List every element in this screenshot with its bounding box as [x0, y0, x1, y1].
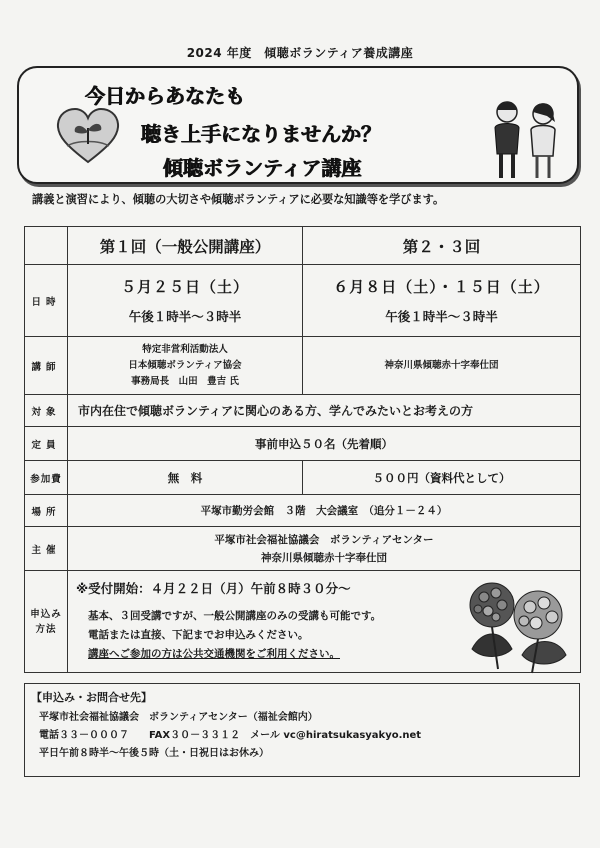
session-2-3-datetime: [303, 265, 581, 337]
apply-note-1: 基本、３回受講ですが、一般公開講座のみの受講も可能です。: [88, 610, 382, 622]
session-2-3-time: 午後１時半～３時半: [385, 309, 498, 324]
session-1-header: 第１回（一般公開講座）: [68, 227, 303, 265]
banner-line-3: 傾聴ボランティア講座: [163, 156, 362, 180]
contact-org: 平塚市社会福祉協議会 ボランティアセンター（福祉会館内）: [39, 712, 318, 723]
session-1-lecturer: [68, 337, 303, 395]
target-value: 市内在住で傾聴ボランティアに関心のある方、学んでみたいとお考えの方: [68, 395, 581, 427]
lecturer-org: 日本傾聴ボランティア協会: [128, 359, 242, 371]
apply-note-3: 講座へご参加の方は公共交通機関をご利用ください。: [88, 648, 340, 660]
heart-plant-icon: [55, 106, 121, 166]
session-1-date: ５月２５日（土）: [120, 278, 249, 296]
place-row: [25, 495, 581, 527]
session-2-3-date: ６月８日（土）・１５日（土）: [333, 278, 550, 296]
contact-phone: 電話３３－０００７ FAX３０－３３１２ メール vc@hiratsukasyakyo.net: [39, 730, 422, 741]
contact-box: [24, 683, 580, 777]
apply-value: [68, 571, 581, 673]
apply-notes: [88, 607, 381, 664]
datetime-label: 日時: [25, 265, 68, 337]
apply-label-line-2: 方法: [35, 623, 57, 635]
target-row: [25, 395, 581, 427]
lecturer-label: 講師: [25, 337, 68, 395]
banner-line-1: 今日からあなたも: [85, 84, 245, 108]
capacity-value: 事前申込５０名（先着順）: [68, 427, 581, 461]
course-info-table: [24, 226, 581, 673]
place-value: 平塚市勤労会館 ３階 大会議室 （追分１－２４）: [68, 495, 581, 527]
lecturer-org-type: 特定非営利活動法人: [142, 343, 228, 355]
organizer-line-1: 平塚市社会福祉協議会 ボランティアセンター: [214, 533, 434, 546]
fee-label: 参加費: [25, 461, 68, 495]
datetime-row: [25, 265, 581, 337]
session-1-datetime: [68, 265, 303, 337]
hydrangea-illustration-icon: [462, 579, 574, 675]
header-empty-cell: [25, 227, 68, 265]
target-label: 対象: [25, 395, 68, 427]
session-1-time: 午後１時半～３時半: [128, 309, 242, 324]
header-title: 2024 年度 傾聴ボランティア養成講座: [186, 46, 414, 60]
place-label: 場所: [25, 495, 68, 527]
session-1-fee: 無 料: [68, 461, 303, 495]
lecturer-row: [25, 337, 581, 395]
apply-label-line-1: 申込み: [30, 608, 62, 620]
session-2-3-header: 第２・３回: [303, 227, 581, 265]
contact-hours: 平日午前８時半～午後５時（土・日祝日はお休み）: [39, 748, 269, 759]
capacity-row: [25, 427, 581, 461]
fee-row: [25, 461, 581, 495]
contact-title: 【申込み・お問合せ先】: [31, 691, 152, 704]
apply-label: [25, 571, 68, 673]
apply-row: [25, 571, 581, 673]
apply-note-2: 電話または直接、下記までお申込みください。: [88, 629, 309, 641]
organizer-label: 主催: [25, 527, 68, 571]
lecturer-name: 事務局長 山田 豊吉 氏: [131, 375, 239, 387]
apply-start: ※受付開始：４月２２日（月）午前８時３０分～: [76, 581, 351, 596]
couple-illustration-icon: [481, 94, 571, 182]
organizer-row: [25, 527, 581, 571]
organizer-line-2: 神奈川県傾聴赤十字奉仕団: [261, 551, 387, 564]
title-banner: [17, 66, 579, 184]
lead-text: 講義と演習により、傾聴の大切さや傾聴ボランティアに必要な知識等を学びます。: [32, 193, 445, 206]
organizer-value: [68, 527, 581, 571]
session-2-3-lecturer: 神奈川県傾聴赤十字奉仕団: [303, 337, 581, 395]
table-header-row: [25, 227, 581, 265]
session-2-3-fee: ５００円（資料代として）: [303, 461, 581, 495]
banner-line-2: 聴き上手になりませんか？: [141, 122, 381, 146]
capacity-label: 定員: [25, 427, 68, 461]
